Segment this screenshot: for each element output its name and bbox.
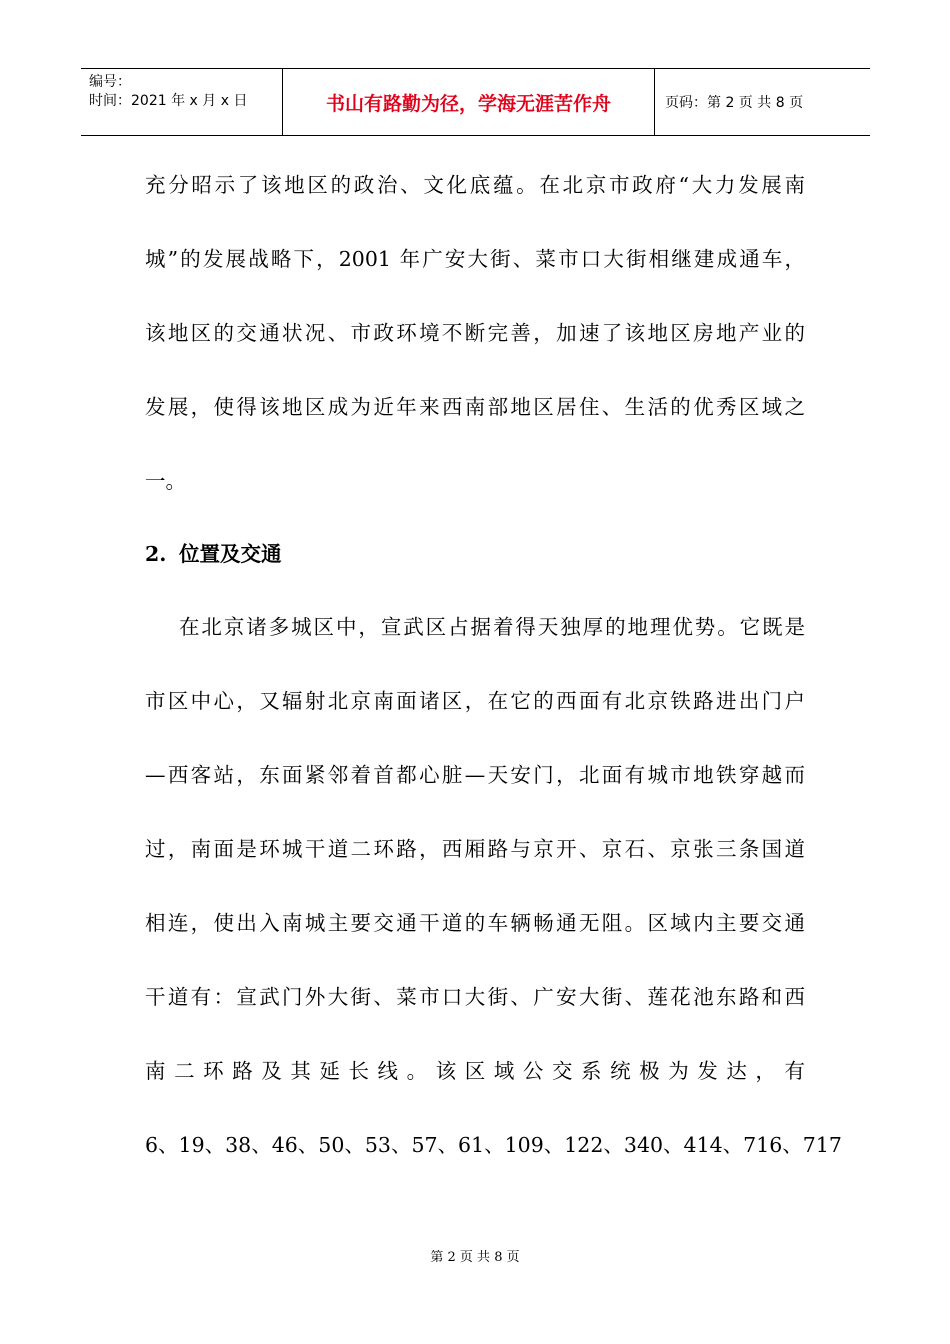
text-line: 干道有：宣武门外大街、菜市口大街、广安大街、莲花池东路和西 (145, 985, 805, 1009)
page-footer: 第 2 页 共 8 页 (430, 1250, 520, 1265)
header-motto: 书山有路勤为径，学海无涯苦作舟 (282, 69, 655, 135)
text-line: 南 二 环 路 及 其 延 长 线 。 该 区 域 公 交 系 统 极 为 发 达 ， 有 (145, 1059, 805, 1083)
text-line: 6、19、38、46、50、53、57、61、109、122、340、414、716、717 (145, 1133, 842, 1157)
section-title: 位置及交通 (179, 542, 282, 566)
text-line: 一。 (145, 469, 186, 493)
text-line: 该地区的交通状况、市政环境不断完善，加速了该地区房地产业的 (145, 321, 805, 345)
section-number: 2. (145, 542, 167, 566)
paragraph-2 (145, 590, 842, 1182)
header-page-info: 页码：第 2 页 共 8 页 (665, 95, 804, 111)
document-date-label: 时间：2021 年 x 月 x 日 (89, 93, 248, 109)
page-header (81, 68, 870, 136)
text-line: 相连，使出入南城主要交通干道的车辆畅通无阻。区域内主要交通 (145, 911, 805, 935)
text-line: —西客站，东面紧邻着首都心脏—天安门，北面有城市地铁穿越而 (145, 763, 805, 787)
document-number-label: 编号： (89, 74, 131, 90)
text-line: 充分昭示了该地区的政治、文化底蕴。在北京市政府“大力发展南 (145, 173, 805, 197)
section-heading (145, 518, 805, 590)
text-line: 过，南面是环城干道二环路，西厢路与京开、京石、京张三条国道 (145, 837, 805, 861)
document-body (145, 148, 842, 1182)
header-meta (81, 69, 282, 135)
text-line: 城”的发展战略下，2001 年广安大街、菜市口大街相继建成通车， (145, 247, 805, 271)
text-line: 市区中心，又辐射北京南面诸区，在它的西面有北京铁路进出门户 (145, 689, 805, 713)
text-line: 发展，使得该地区成为近年来西南部地区居住、生活的优秀区域之 (145, 395, 805, 419)
text-line: 在北京诸多城区中，宣武区占据着得天独厚的地理优势。它既是 (179, 615, 805, 639)
paragraph-1 (145, 148, 805, 518)
